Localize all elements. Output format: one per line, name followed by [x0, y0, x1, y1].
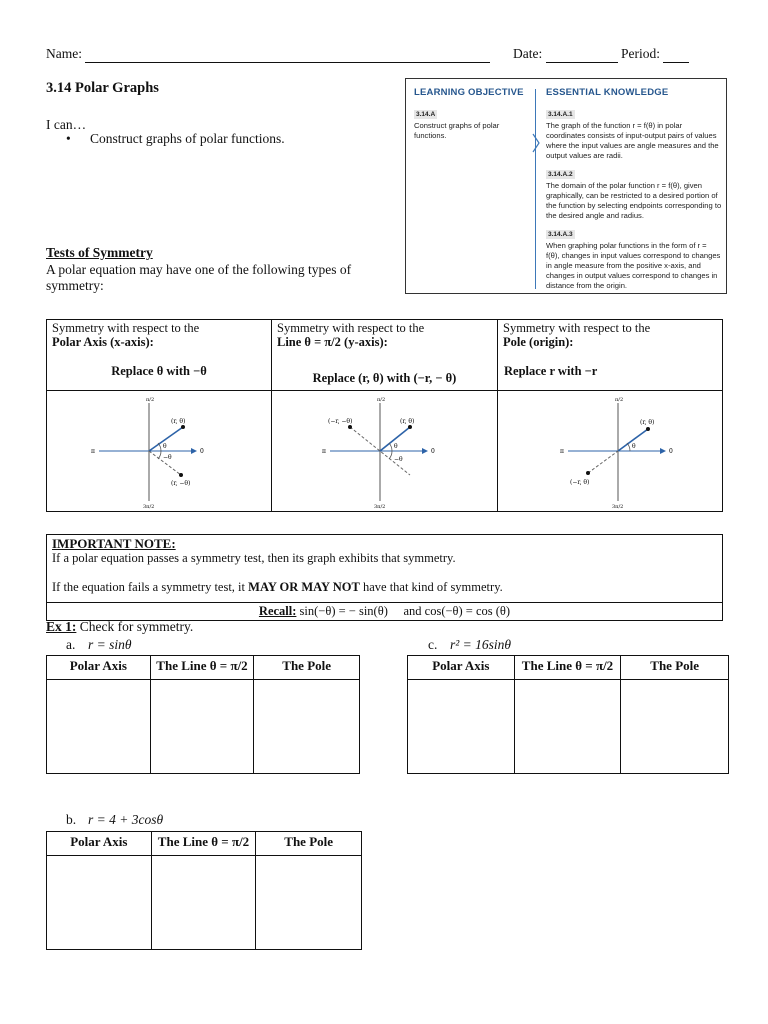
answer-cell[interactable] — [47, 680, 151, 774]
recall-text: sin(−θ) = − sin(θ) and cos(−θ) = cos (θ) — [296, 604, 511, 618]
symmetry-intro: Symmetry with respect to the — [277, 321, 425, 335]
ek-text: The graph of the function r = f(θ) in polar coordinates consists of input-output pairs of values where the input values are angle measures and the output values are radii. — [546, 121, 719, 160]
symmetry-intro: Symmetry with respect to the — [503, 321, 651, 335]
answer-cell[interactable] — [47, 856, 152, 950]
point-label: (r, −θ) — [171, 480, 191, 487]
polar-axis-graph — [91, 393, 231, 509]
angle-label: θ — [394, 443, 398, 450]
example-label: Ex 1: — [46, 619, 77, 634]
angle-label: θ — [632, 443, 636, 450]
axis-label-left: π — [91, 448, 95, 455]
symmetry-line-pi-over-2 — [272, 320, 498, 511]
axis-label-bottom: 3π/2 — [374, 504, 386, 509]
col-header: The Pole — [256, 832, 362, 856]
answer-cell[interactable] — [256, 856, 362, 950]
col-header: The Pole — [621, 656, 729, 680]
example-item-c: c. r² = 16sinθ — [428, 637, 512, 652]
ek-text: When graphing polar functions in the form of r = f(θ), changes in input values correspond to changes in angle measure from the positive x-axis, and changes in output values correspond to changes in distance from the origin. — [546, 241, 721, 290]
recall-label: Recall: — [258, 604, 297, 618]
symmetry-polar-axis — [47, 320, 272, 511]
col-header: The Line θ = π/2 — [150, 656, 254, 680]
answer-table-a — [46, 655, 360, 774]
symmetry-rule: Replace r with −r — [504, 364, 598, 378]
page-title: 3.14 Polar Graphs — [46, 80, 159, 96]
axis-label-top: π/2 — [146, 397, 155, 403]
answer-table-b — [46, 831, 362, 950]
name-blank[interactable] — [85, 46, 490, 63]
bullet-icon: • — [66, 131, 71, 146]
note-title: IMPORTANT NOTE: — [52, 536, 176, 551]
ek-heading: ESSENTIAL KNOWLEDGE — [546, 87, 669, 98]
date-label: Date: — [513, 46, 543, 61]
lo-divider — [535, 89, 536, 289]
ek-code: 3.14.A.2 — [548, 171, 573, 178]
period-blank[interactable] — [663, 46, 689, 63]
answer-cell[interactable] — [621, 680, 729, 774]
col-header: The Line θ = π/2 — [151, 832, 256, 856]
point-label: (r, θ) — [640, 419, 655, 426]
col-header: Polar Axis — [47, 656, 151, 680]
ek-code: 3.14.A.1 — [548, 111, 573, 118]
ek-code: 3.14.A.3 — [548, 231, 573, 238]
answer-cell[interactable] — [151, 856, 256, 950]
angle-label: θ — [163, 443, 167, 450]
symmetry-name: Pole (origin): — [503, 335, 574, 349]
axis-label-right: 0 — [669, 448, 673, 455]
answer-cell[interactable] — [150, 680, 254, 774]
learning-objective-box — [405, 78, 727, 294]
recall-line — [47, 604, 722, 619]
symmetry-name: Line θ = π/2 (y-axis): — [277, 335, 388, 349]
ek-text: The domain of the polar function r = f(θ), given graphically, can be restricted to a desired portion of the function by selecting endpoints corresponding to the desired angle and radius. — [546, 181, 722, 220]
axis-label-bottom: 3π/2 — [143, 504, 155, 509]
point-label: (−r, −θ) — [328, 418, 353, 425]
important-note-box — [46, 534, 723, 621]
essential-knowledge-column — [546, 87, 722, 294]
point-label: (−r, θ) — [570, 479, 590, 486]
date-period-fields — [513, 46, 689, 63]
axis-label-right: 0 — [200, 448, 204, 455]
chevron-right-icon — [531, 133, 541, 153]
date-blank[interactable] — [546, 46, 618, 63]
point-label: (r, θ) — [400, 418, 415, 425]
axis-label-top: π/2 — [615, 397, 624, 403]
example-instruction: Check for symmetry. — [76, 619, 194, 634]
pole-graph — [560, 393, 700, 509]
name-field[interactable] — [46, 46, 496, 63]
angle-label: −θ — [163, 454, 172, 461]
point-label: (r, θ) — [171, 418, 186, 425]
symmetry-intro: Symmetry with respect to the — [52, 321, 200, 335]
lo-code: 3.14.A — [416, 111, 436, 118]
example-item-b: b. r = 4 + 3cosθ — [66, 812, 164, 827]
symmetry-pole — [498, 320, 722, 511]
equation: r = sinθ — [88, 637, 132, 652]
name-label: Name: — [46, 46, 82, 61]
symmetry-name: Polar Axis (x-axis): — [52, 335, 154, 349]
learning-objective-column — [414, 87, 529, 144]
example-heading — [46, 619, 193, 635]
symmetry-rule: Replace (r, θ) with (−r, − θ) — [312, 371, 457, 385]
answer-cell[interactable] — [514, 680, 621, 774]
angle-label: −θ — [394, 456, 403, 463]
symmetry-description: A polar equation may have one of the following types of symmetry: — [46, 262, 352, 293]
col-header: Polar Axis — [408, 656, 515, 680]
ican-item: • Construct graphs of polar functions. — [66, 131, 285, 146]
note-line-1: If a polar equation passes a symmetry test, then its graph exhibits that symmetry. — [52, 551, 456, 565]
note-line-2: If the equation fails a symmetry test, it MAY OR MAY NOT have that kind of symmetry. — [52, 580, 503, 594]
axis-label-top: π/2 — [377, 397, 386, 403]
symmetry-table — [46, 319, 723, 512]
answer-table-c — [407, 655, 729, 774]
ican-label: I can… — [46, 117, 87, 132]
axis-label-right: 0 — [431, 448, 435, 455]
col-header: The Pole — [254, 656, 360, 680]
period-label: Period: — [621, 46, 660, 61]
axis-label-left: π — [560, 448, 564, 455]
symmetry-heading: Tests of Symmetry — [46, 245, 153, 260]
example-item-a: a. r = sinθ — [66, 637, 132, 652]
answer-cell[interactable] — [408, 680, 515, 774]
lo-text: Construct graphs of polar functions. — [414, 121, 500, 140]
note-emphasis: MAY OR MAY NOT — [248, 580, 360, 594]
symmetry-rule: Replace θ with −θ — [111, 364, 207, 378]
equation: r² = 16sinθ — [450, 637, 512, 652]
answer-cell[interactable] — [254, 680, 360, 774]
col-header: Polar Axis — [47, 832, 152, 856]
col-header: The Line θ = π/2 — [514, 656, 621, 680]
line-symmetry-graph — [322, 393, 462, 509]
axis-label-left: π — [322, 448, 326, 455]
equation: r = 4 + 3cosθ — [88, 812, 164, 827]
lo-heading: LEARNING OBJECTIVE — [414, 87, 524, 98]
axis-label-bottom: 3π/2 — [612, 504, 624, 509]
